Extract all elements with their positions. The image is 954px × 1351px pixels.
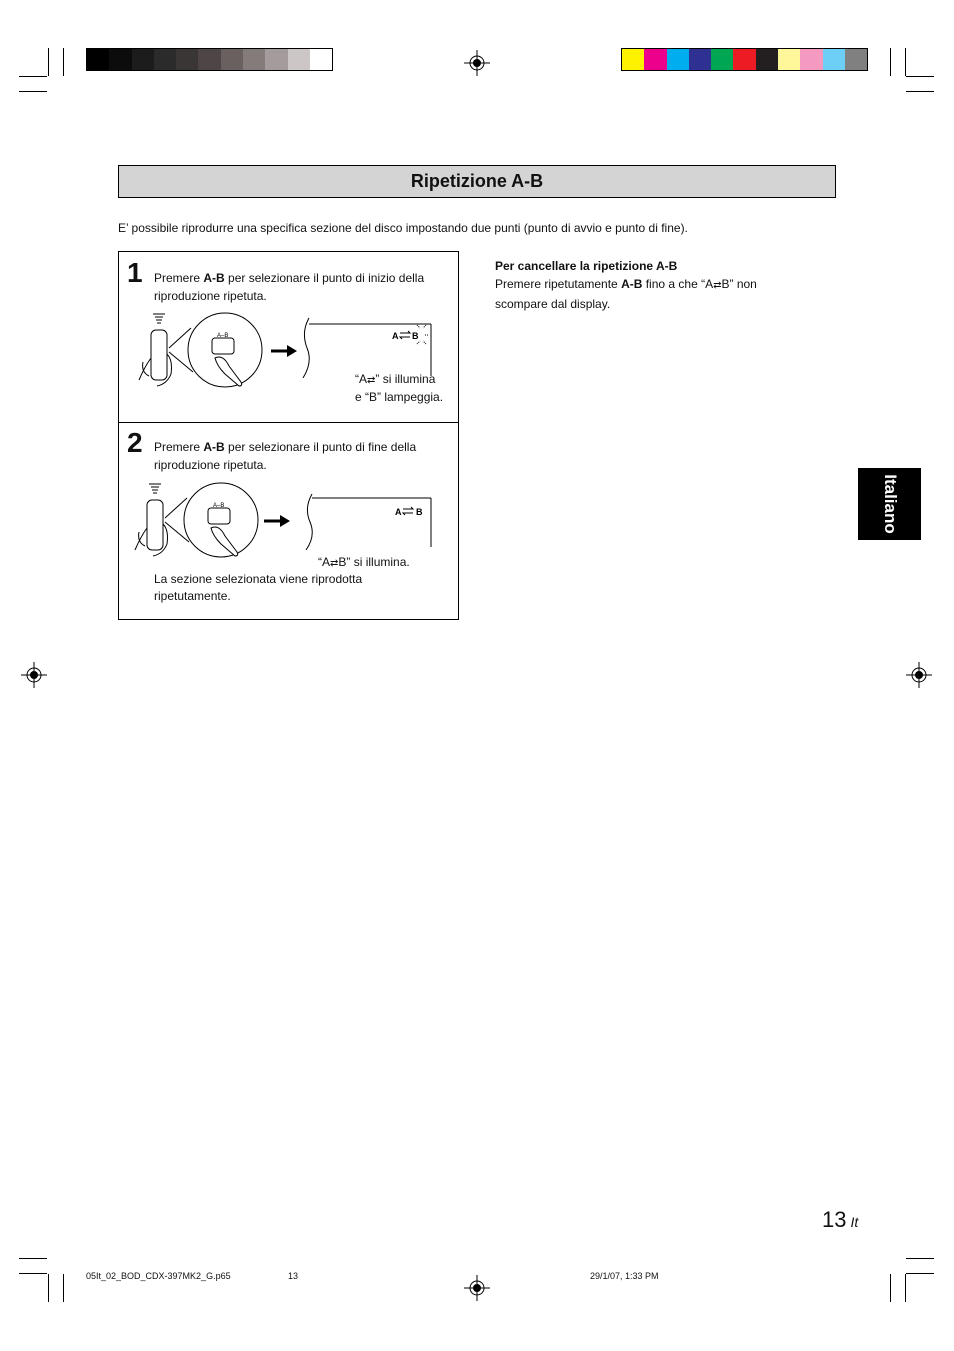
color-swatch <box>711 49 733 70</box>
crop-mark <box>906 91 934 92</box>
color-swatch <box>288 49 310 70</box>
crop-mark <box>905 48 906 76</box>
display-panel <box>302 492 442 550</box>
ab-button-label: A–B <box>217 333 229 339</box>
crop-mark <box>19 1273 47 1274</box>
remote-control-illustration <box>125 480 265 564</box>
step-number: 2 <box>127 427 143 458</box>
crop-mark <box>63 1274 64 1302</box>
crop-mark <box>19 76 47 77</box>
crop-mark <box>19 91 47 92</box>
cancel-text: Premere ripetutamente A-B fino a che “A⇄B” non scompare dal display. <box>495 277 757 311</box>
display-indicator-b: B <box>412 331 419 341</box>
step-instruction: Premere A-B per selezionare il punto di inizio della riproduzione ripetuta. <box>154 271 425 303</box>
color-swatch <box>265 49 287 70</box>
repeat-icon <box>400 331 410 339</box>
display-panel <box>299 316 454 378</box>
color-swatch <box>644 49 666 70</box>
color-bar <box>621 48 868 71</box>
section-title: Ripetizione A-B <box>118 165 836 198</box>
color-swatch <box>87 49 109 70</box>
color-swatch <box>176 49 198 70</box>
crop-mark <box>19 1258 47 1259</box>
color-swatch <box>800 49 822 70</box>
crop-mark <box>906 76 934 77</box>
arrow-right-icon <box>264 514 292 528</box>
color-swatch <box>622 49 644 70</box>
remote-control-illustration <box>129 310 269 394</box>
color-swatch <box>198 49 220 70</box>
gray-color-bar <box>86 48 333 71</box>
crop-mark <box>905 1274 906 1302</box>
crop-mark <box>906 1258 934 1259</box>
color-swatch <box>154 49 176 70</box>
step2-result: La sezione selezionata viene riprodotta ripetutamente. <box>154 572 363 603</box>
step1-caption: “A⇄” si illumina e “B” lampeggia. <box>355 372 444 404</box>
repeat-icon: ⇄ <box>367 375 376 386</box>
registration-mark-icon <box>464 1275 490 1301</box>
crop-mark <box>890 48 891 76</box>
display-indicator-b: B <box>416 507 423 517</box>
display-indicator-a: A <box>392 331 399 341</box>
footer-page: 13 <box>288 1271 299 1281</box>
ab-button-label: A–B <box>213 503 225 509</box>
color-swatch <box>221 49 243 70</box>
step-divider <box>119 422 458 423</box>
step2-caption: “A⇄B” si illumina. <box>318 555 410 569</box>
cancel-section <box>495 257 805 313</box>
display-indicator-a: A <box>395 507 402 517</box>
color-swatch <box>243 49 265 70</box>
registration-mark-icon <box>906 662 932 688</box>
crop-mark <box>890 1274 891 1302</box>
steps-box <box>118 251 459 620</box>
color-swatch <box>109 49 131 70</box>
registration-mark-icon <box>21 662 47 688</box>
crop-mark <box>906 1273 934 1274</box>
page-number: 13 It <box>822 1207 859 1232</box>
color-swatch <box>845 49 867 70</box>
footer-date: 29/1/07, 1:33 PM <box>590 1271 659 1281</box>
color-swatch <box>733 49 755 70</box>
crop-mark <box>63 48 64 76</box>
intro-text: E’ possibile riprodurre una specifica sezione del disco impostando due punti (punto di avvio e punto di fine). <box>118 221 688 235</box>
color-swatch <box>778 49 800 70</box>
color-swatch <box>132 49 154 70</box>
arrow-right-icon <box>271 344 299 358</box>
cancel-heading: Per cancellare la ripetizione A-B <box>495 259 678 273</box>
crop-mark <box>48 1274 49 1302</box>
language-tab: Italiano <box>858 468 921 540</box>
color-swatch <box>756 49 778 70</box>
step-instruction: Premere A-B per selezionare il punto di fine della riproduzione ripetuta. <box>154 440 417 472</box>
color-swatch <box>667 49 689 70</box>
repeat-icon: ⇄ <box>713 280 722 291</box>
registration-mark-icon <box>464 50 490 76</box>
footer-filename: 05It_02_BOD_CDX-397MK2_G.p65 <box>86 1271 231 1281</box>
color-swatch <box>310 49 332 70</box>
repeat-icon: ⇄ <box>330 558 339 569</box>
crop-mark <box>48 48 49 76</box>
repeat-icon <box>403 507 413 515</box>
color-swatch <box>689 49 711 70</box>
color-swatch <box>823 49 845 70</box>
step-number: 1 <box>127 257 143 288</box>
